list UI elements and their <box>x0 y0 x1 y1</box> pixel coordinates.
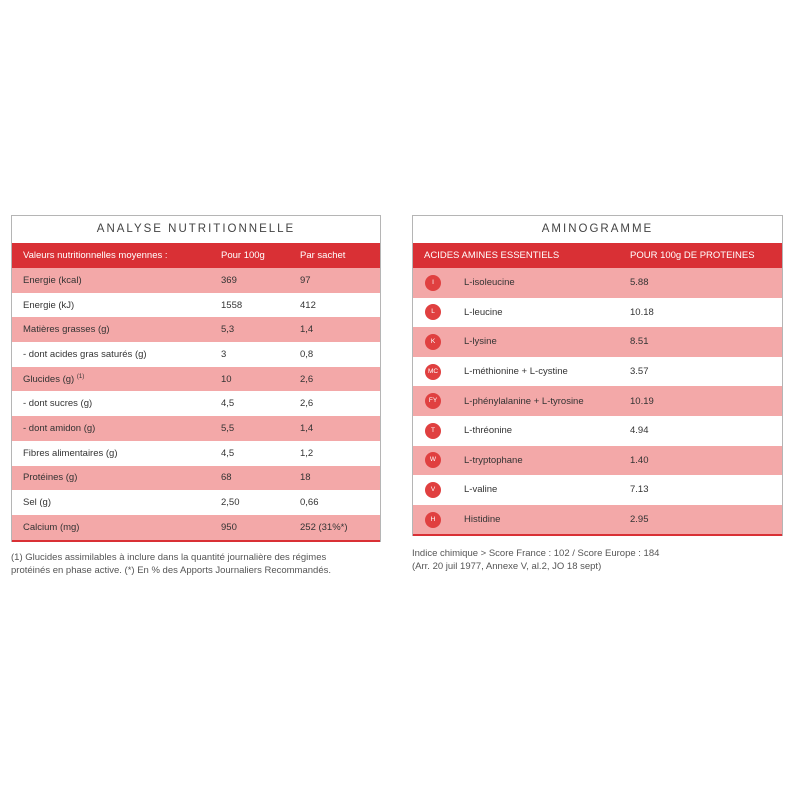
nutrient-name-cell <box>12 391 221 416</box>
nutrition-row <box>12 342 380 367</box>
nutrient-name-cell <box>12 317 221 342</box>
nutrient-label: Glucides (g) <box>23 373 75 385</box>
nutrient-name-cell <box>12 342 221 367</box>
badge-cell <box>413 268 464 298</box>
per-sachet-value: 412 <box>300 293 380 318</box>
aminogram-header-row <box>413 243 782 268</box>
per-sachet-value: 1,4 <box>300 416 380 441</box>
nutrition-row <box>12 367 380 392</box>
per-100g-value: 5,3 <box>221 317 300 342</box>
amino-acid-value: 5.88 <box>630 268 782 298</box>
amino-acid-value: 4.94 <box>630 416 782 446</box>
header-per-sachet: Par sachet <box>300 243 380 268</box>
amino-acid-value: 10.18 <box>630 298 782 328</box>
amino-acid-row <box>413 268 782 298</box>
amino-acid-code-badge: H <box>425 512 441 528</box>
nutrition-row <box>12 441 380 466</box>
amino-acid-code-badge: L <box>425 304 441 320</box>
amino-acid-value: 2.95 <box>630 505 782 536</box>
nutrition-title: ANALYSE NUTRITIONNELLE <box>96 223 296 235</box>
nutrition-row <box>12 293 380 318</box>
footnote-marker: (1) <box>76 373 85 380</box>
amino-acid-row <box>413 475 782 505</box>
amino-acid-row <box>413 327 782 357</box>
amino-acid-code-badge: K <box>425 334 441 350</box>
nutrition-row <box>12 268 380 293</box>
amino-acid-name: L-leucine <box>464 298 630 328</box>
aminogram-title: AMINOGRAMME <box>541 223 654 235</box>
amino-acid-value: 7.13 <box>630 475 782 505</box>
amino-acid-row <box>413 416 782 446</box>
nutrient-label: - dont sucres (g) <box>23 398 93 410</box>
nutrient-name-cell <box>12 367 221 392</box>
amino-acid-name: Histidine <box>464 505 630 536</box>
per-sachet-value: 2,6 <box>300 367 380 392</box>
nutrient-name-cell <box>12 416 221 441</box>
amino-acid-code-badge: T <box>425 423 441 439</box>
nutrition-panel <box>11 215 381 542</box>
aminogram-rows <box>413 268 782 535</box>
amino-acid-name: L-thréonine <box>464 416 630 446</box>
nutrient-label: Protéines (g) <box>23 472 78 484</box>
per-100g-value: 4,5 <box>221 441 300 466</box>
amino-acid-code-badge: W <box>425 452 441 468</box>
per-sachet-value: 252 (31%*) <box>300 515 380 541</box>
per-100g-value: 2,50 <box>221 490 300 515</box>
nutrient-name-cell <box>12 268 221 293</box>
nutrition-row <box>12 490 380 515</box>
per-sachet-value: 1,2 <box>300 441 380 466</box>
amino-acid-row <box>413 298 782 328</box>
nutrition-row <box>12 416 380 441</box>
nutrient-name-cell <box>12 466 221 491</box>
nutrition-row <box>12 515 380 541</box>
nutrition-header-row <box>12 243 380 268</box>
nutrient-label: Fibres alimentaires (g) <box>23 447 118 459</box>
per-sachet-value: 1,4 <box>300 317 380 342</box>
per-100g-value: 5,5 <box>221 416 300 441</box>
amino-acid-name: L-lysine <box>464 327 630 357</box>
per-100g-value: 10 <box>221 367 300 392</box>
amino-acid-value: 3.57 <box>630 357 782 387</box>
per-100g-value: 68 <box>221 466 300 491</box>
amino-acid-row <box>413 505 782 536</box>
chemical-index-line: Indice chimique > Score France : 102 / Score Europe : 184 <box>412 548 660 559</box>
nutrition-rows <box>12 268 380 541</box>
nutrition-row <box>12 317 380 342</box>
aminogram-panel <box>412 215 783 536</box>
per-100g-value: 369 <box>221 268 300 293</box>
amino-acid-name: L-phénylalanine + L-tyrosine <box>464 386 630 416</box>
badge-cell <box>413 298 464 328</box>
badge-cell <box>413 327 464 357</box>
amino-acid-row <box>413 357 782 387</box>
header-per-100g-protein: POUR 100g DE PROTEINES <box>630 243 782 268</box>
amino-acid-code-badge: V <box>425 482 441 498</box>
badge-cell <box>413 475 464 505</box>
nutrient-name-cell <box>12 490 221 515</box>
nutrition-row <box>12 466 380 491</box>
header-essential-amino-acids: ACIDES AMINES ESSENTIELS <box>413 243 630 268</box>
nutrient-name-cell <box>12 515 221 541</box>
amino-acid-code-badge: FY <box>425 393 441 409</box>
amino-acid-name: L-méthionine + L-cystine <box>464 357 630 387</box>
amino-acid-name: L-valine <box>464 475 630 505</box>
amino-acid-name: L-isoleucine <box>464 268 630 298</box>
header-per-100g: Pour 100g <box>221 243 300 268</box>
amino-acid-row <box>413 386 782 416</box>
per-sachet-value: 18 <box>300 466 380 491</box>
aminogram-table <box>413 243 782 536</box>
nutrient-label: Calcium (mg) <box>23 521 80 533</box>
per-sachet-value: 0,8 <box>300 342 380 367</box>
badge-cell <box>413 357 464 387</box>
amino-acid-row <box>413 446 782 476</box>
per-sachet-value: 2,6 <box>300 391 380 416</box>
nutrition-table <box>12 243 380 542</box>
amino-acid-code-badge: MC <box>425 364 441 380</box>
per-100g-value: 3 <box>221 342 300 367</box>
nutrient-label: - dont amidon (g) <box>23 422 96 434</box>
amino-acid-value: 10.19 <box>630 386 782 416</box>
nutrient-label: Energie (kcal) <box>23 274 82 286</box>
amino-acid-name: L-tryptophane <box>464 446 630 476</box>
nutrient-name-cell <box>12 441 221 466</box>
per-sachet-value: 0,66 <box>300 490 380 515</box>
nutrient-label: Energie (kJ) <box>23 299 75 311</box>
nutrient-label: Matières grasses (g) <box>23 324 110 336</box>
nutrition-footnote: (1) Glucides assimilables à inclure dans la quantité journalière des régimes protéinés en phase active. (*) En % des Apports Journaliers Recommandés. <box>11 552 331 576</box>
amino-acid-value: 8.51 <box>630 327 782 357</box>
nutrient-name-cell <box>12 293 221 318</box>
header-nutrition-label: Valeurs nutritionnelles moyennes : <box>12 243 221 268</box>
amino-acid-value: 1.40 <box>630 446 782 476</box>
nutrient-label: - dont acides gras saturés (g) <box>23 348 147 360</box>
regulation-reference-line: (Arr. 20 juil 1977, Annexe V, al.2, JO 18 sept) <box>412 561 602 572</box>
per-100g-value: 950 <box>221 515 300 541</box>
per-sachet-value: 97 <box>300 268 380 293</box>
aminogram-footnote <box>412 547 783 573</box>
nutrient-label: Sel (g) <box>23 497 51 509</box>
badge-cell <box>413 416 464 446</box>
badge-cell <box>413 505 464 536</box>
nutrition-row <box>12 391 380 416</box>
per-100g-value: 1558 <box>221 293 300 318</box>
badge-cell <box>413 386 464 416</box>
badge-cell <box>413 446 464 476</box>
amino-acid-code-badge: I <box>425 275 441 291</box>
per-100g-value: 4,5 <box>221 391 300 416</box>
